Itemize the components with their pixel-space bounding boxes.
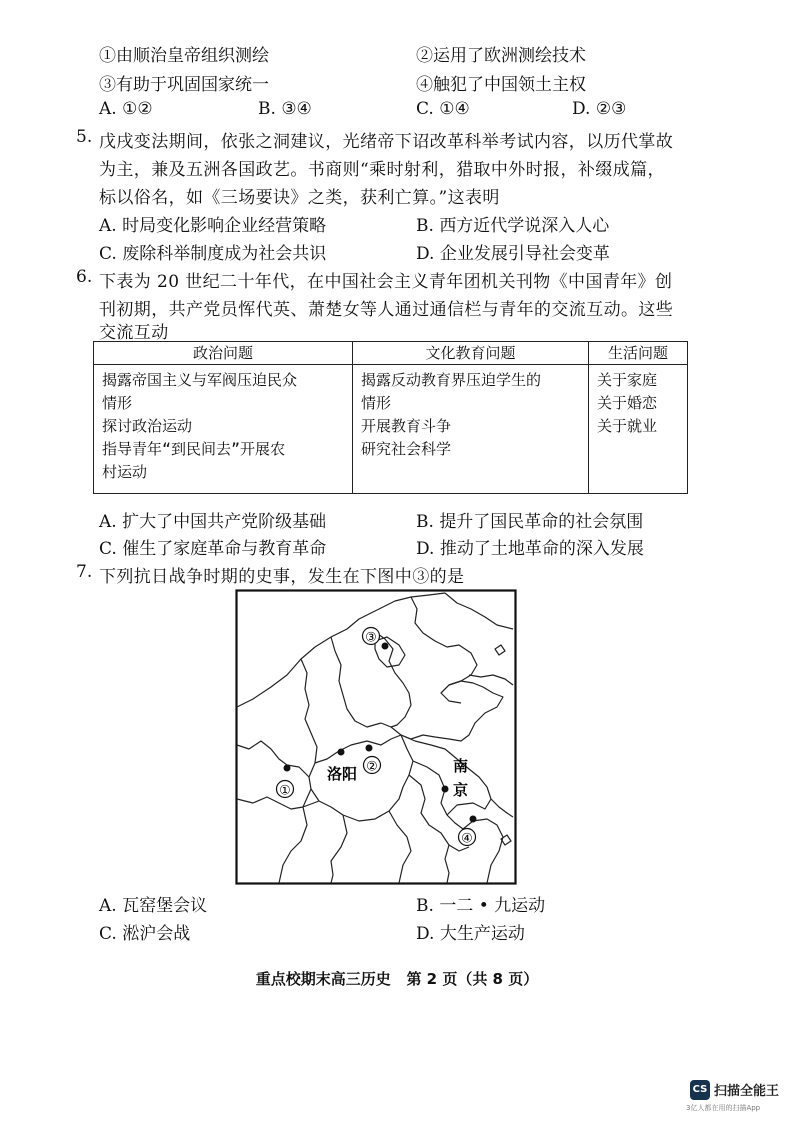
luoyang-dot: [338, 749, 345, 756]
marker-1-dot: [284, 765, 291, 772]
q6-table: [93, 341, 688, 494]
q4-statement-2: ②运用了欧洲测绘技术: [416, 46, 586, 66]
q5-option-c[interactable]: C. 废除科举制度成为社会共识: [99, 244, 327, 264]
q6-cell-politics-line: 村运动: [102, 463, 148, 481]
city-nanjing-label-1: 南: [453, 757, 469, 775]
q6-header-culture-education: 文化教育问题: [353, 342, 589, 365]
q5-option-a[interactable]: A. 时局变化影响企业经营策略: [99, 216, 327, 236]
q6-cell-politics-line: 指导青年“到民间去”开展农: [102, 440, 286, 458]
q4-option-a[interactable]: A. ①②: [99, 99, 153, 119]
q4-option-b[interactable]: B. ③④: [258, 99, 312, 119]
marker-3-dot: [382, 643, 389, 650]
scanner-title: 扫描全能王: [714, 1084, 780, 1099]
q6-cell-culture-education: [353, 365, 589, 494]
q6-cell-politics: [94, 365, 353, 494]
scanner-logo-icon: CS: [690, 1080, 710, 1100]
q6-cell-life-line: 关于婚恋: [597, 394, 658, 412]
q5-number: 5.: [76, 127, 93, 147]
q4-option-d[interactable]: D. ②③: [572, 99, 627, 119]
q6-table-body-row: [94, 365, 688, 494]
q6-number: 6.: [76, 267, 93, 287]
q4-statement-4: ④触犯了中国领土主权: [416, 75, 586, 95]
q6-cell-life-line: 关于家庭: [597, 371, 658, 389]
q5-stem-line-3: 标以俗名，如《三场要诀》之类，获利亡算。”这表明: [99, 188, 500, 208]
q6-cell-culture-line: 情形: [361, 394, 392, 412]
q6-option-c[interactable]: C. 催生了家庭革命与教育革命: [99, 539, 327, 559]
q6-cell-life-line: 关于就业: [597, 417, 658, 435]
q6-header-life: 生活问题: [589, 342, 688, 365]
q7-stem: 下列抗日战争时期的史事，发生在下图中③的是: [99, 567, 465, 587]
q6-cell-culture-line: 研究社会科学: [361, 440, 452, 458]
q5-stem-line-2: 为主，兼及五洲各国政艺。书商则“乘时射利，猎取中外时报，补缀成篇，: [99, 160, 665, 180]
q6-option-b[interactable]: B. 提升了国民革命的社会氛围: [416, 512, 644, 532]
q7-option-c[interactable]: C. 淞沪会战: [99, 924, 191, 944]
q6-cell-politics-line: 情形: [102, 394, 133, 412]
q6-cell-culture-line: 开展教育斗争: [361, 417, 452, 435]
q6-cell-life: [589, 365, 688, 494]
city-luoyang-label: 洛阳: [327, 765, 358, 783]
q7-map: [235, 589, 517, 885]
q4-option-c[interactable]: C. ①④: [416, 99, 470, 119]
q6-header-politics: 政治问题: [94, 342, 353, 365]
q6-cell-culture-line: 揭露反动教育界压迫学生的: [361, 371, 542, 389]
marker-4-label: ④: [461, 831, 473, 847]
q6-option-d[interactable]: D. 推动了土地革命的深入发展: [416, 539, 644, 559]
q6-table-header-row: [94, 342, 688, 365]
q6-option-a[interactable]: A. 扩大了中国共产党阶级基础: [99, 512, 327, 532]
q4-statement-1: ①由顺治皇帝组织测绘: [99, 46, 269, 66]
marker-2-dot: [366, 745, 373, 752]
q5-option-d[interactable]: D. 企业发展引导社会变革: [416, 244, 610, 264]
q7-option-b[interactable]: B. 一二 • 九运动: [416, 896, 546, 916]
q4-statement-3: ③有助于巩固国家统一: [99, 75, 269, 95]
marker-2-label: ②: [366, 759, 378, 775]
q6-stem-line-1: 下表为 20 世纪二十年代，在中国社会主义青年团机关刊物《中国青年》创: [99, 272, 673, 292]
q7-number: 7.: [76, 562, 93, 582]
q6-cell-politics-line: 探讨政治运动: [102, 417, 193, 435]
marker-1-label: ①: [279, 783, 291, 799]
marker-4-dot: [470, 816, 477, 823]
marker-3-label: ③: [365, 630, 377, 646]
scanner-subtitle: 3亿人都在用的扫描App: [686, 1104, 761, 1112]
q5-option-b[interactable]: B. 西方近代学说深入人心: [416, 216, 610, 236]
q7-option-a[interactable]: A. 瓦窑堡会议: [99, 896, 208, 916]
q5-stem-line-1: 戊戌变法期间，依张之洞建议，光绪帝下诏改革科举考试内容，以历代掌故: [99, 132, 674, 152]
city-nanjing-label-2: 京: [453, 781, 469, 799]
q6-cell-politics-line: 揭露帝国主义与军阀压迫民众: [102, 371, 298, 389]
nanjing-dot: [442, 786, 449, 793]
q7-option-d[interactable]: D. 大生产运动: [416, 924, 525, 944]
q6-stem-line-2: 刊初期，共产党员恽代英、萧楚女等人通过通信栏与青年的交流互动。这些: [99, 300, 674, 320]
q6-stem-line-3: 交流互动: [99, 323, 169, 343]
page-footer: 重点校期末高三历史 第 2 页（共 8 页）: [255, 970, 539, 988]
